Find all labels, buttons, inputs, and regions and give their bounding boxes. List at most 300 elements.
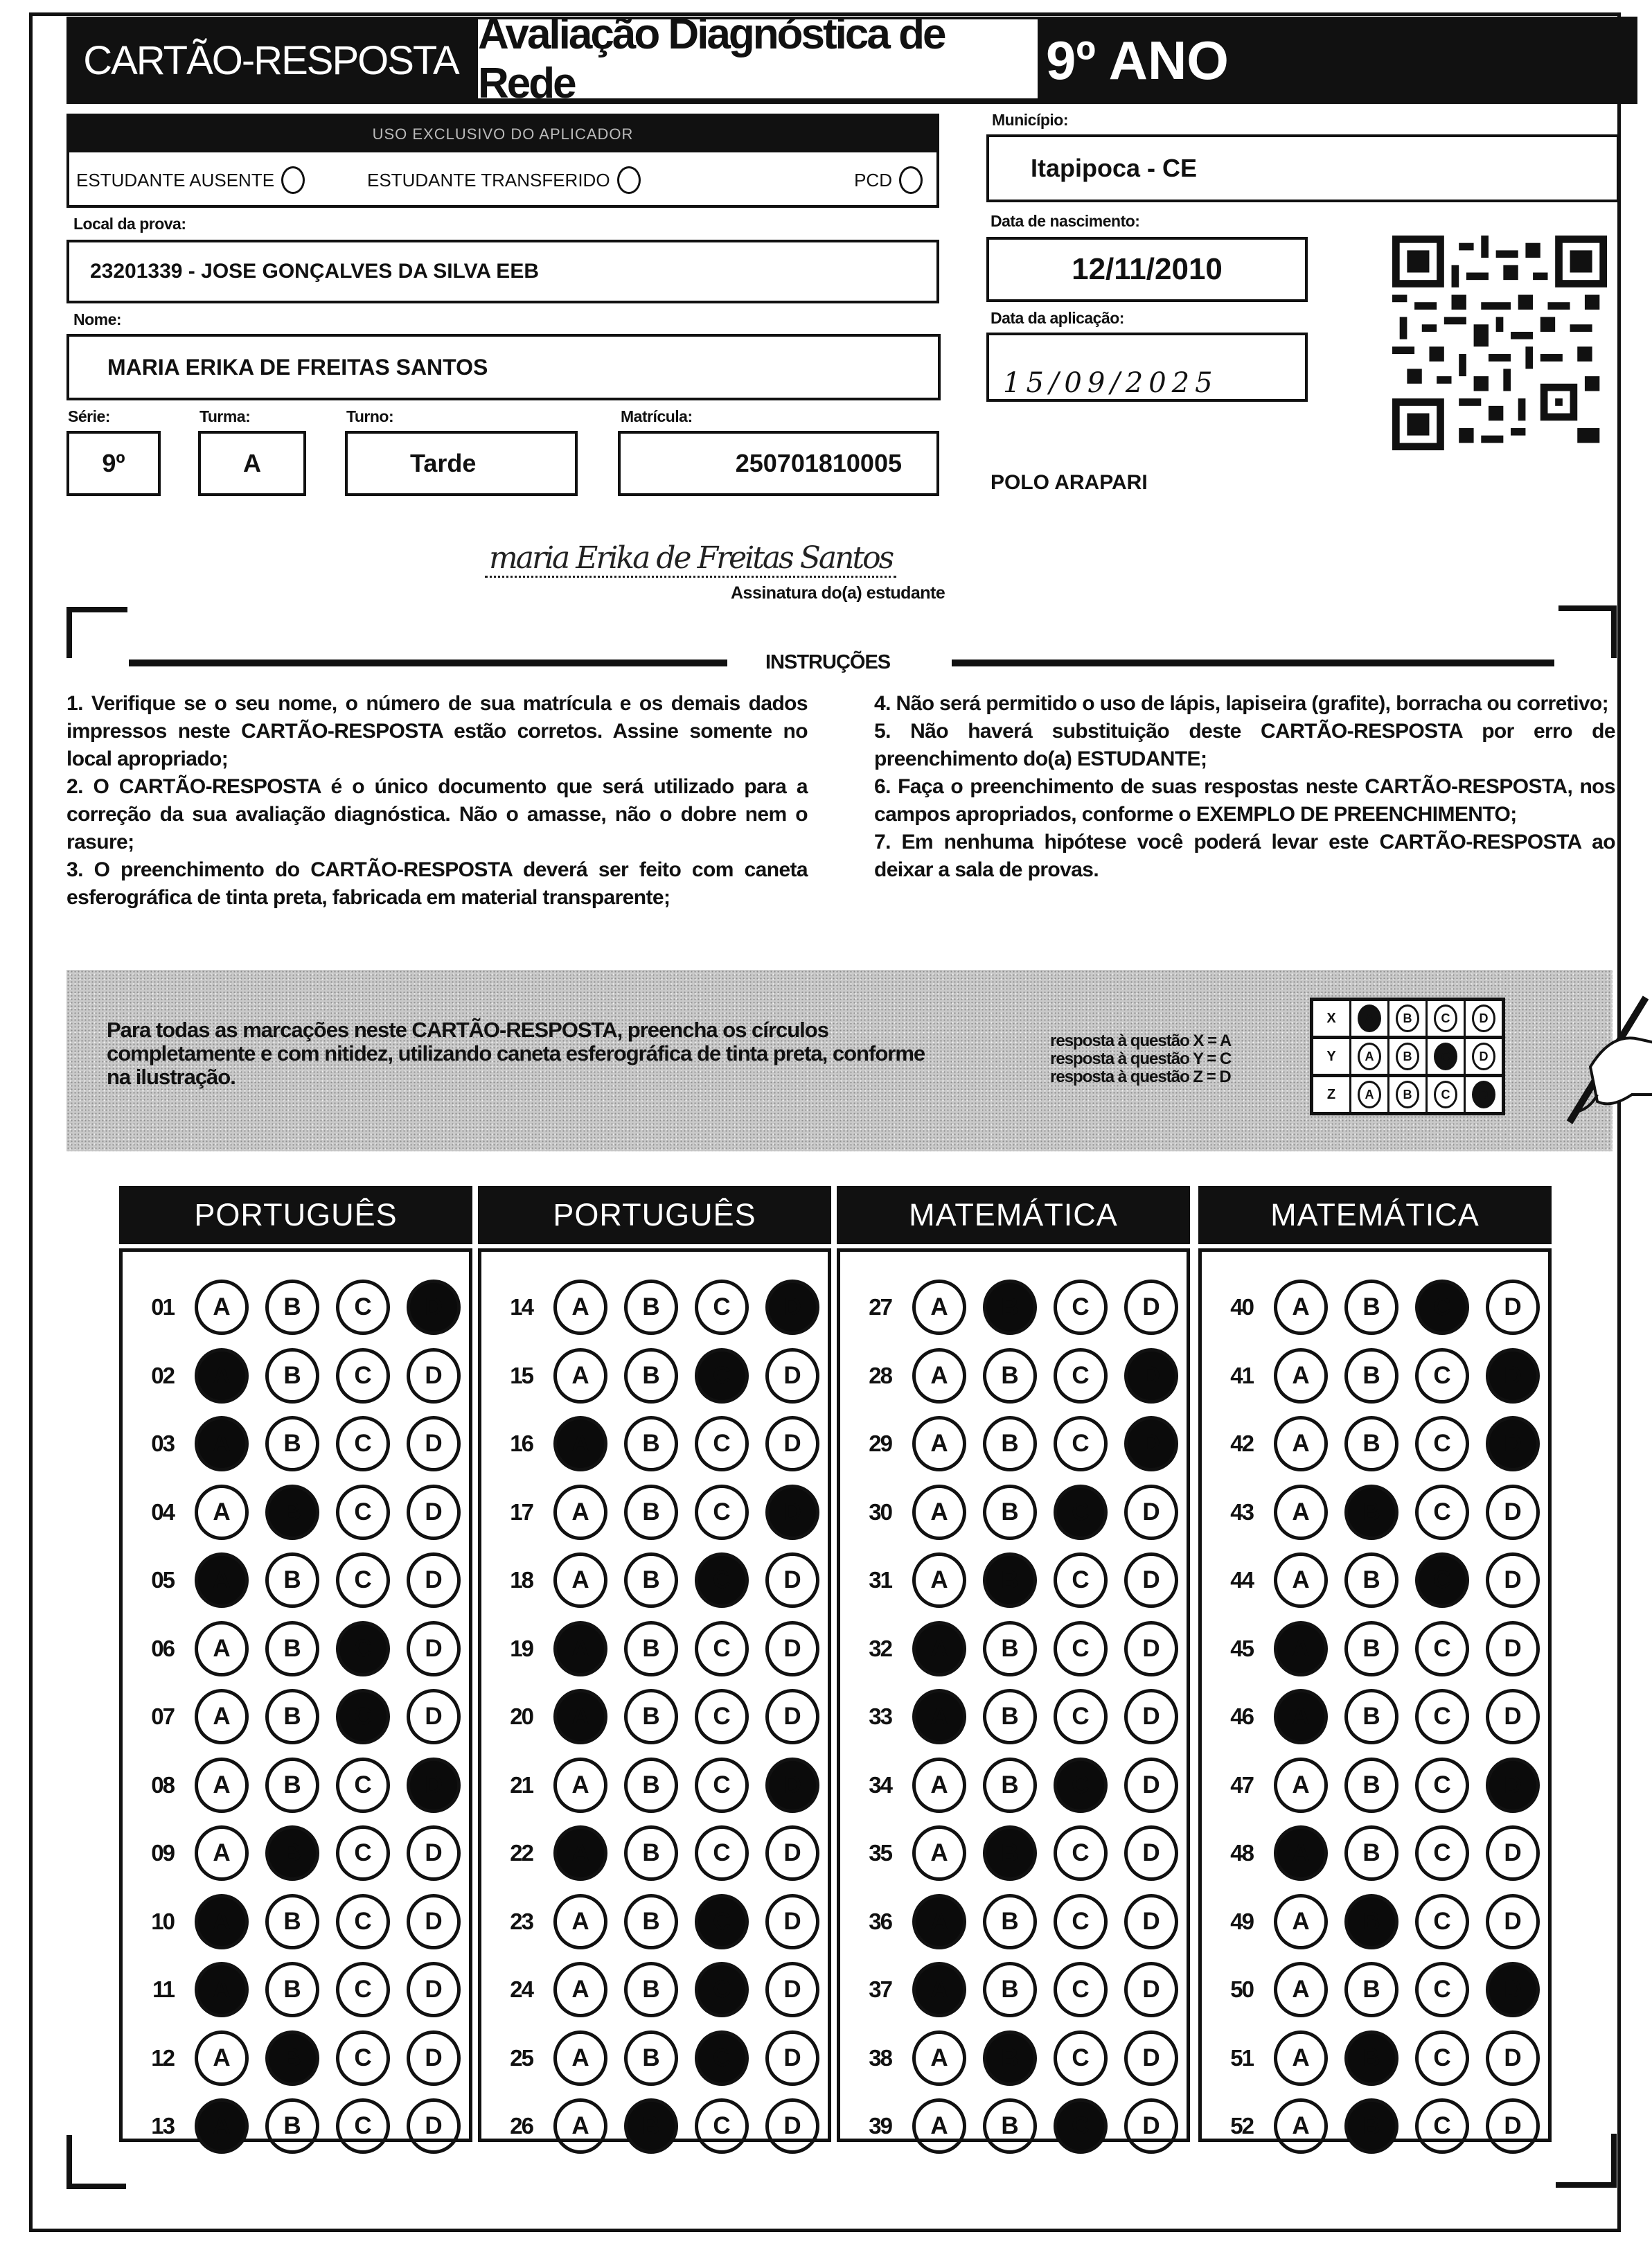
answer-bubble-c[interactable]: C: [336, 1621, 390, 1676]
question-number: 25: [510, 2044, 533, 2071]
answer-bubble-c[interactable]: C: [1054, 1348, 1108, 1404]
answer-bubble-b[interactable]: B: [1344, 1348, 1398, 1404]
question-row: [849, 1962, 1178, 2017]
answer-bubble-c[interactable]: C: [336, 1280, 390, 1335]
answer-bubble-a[interactable]: A: [1274, 1621, 1328, 1676]
question-row: [849, 1485, 1178, 1540]
answer-bubble-b[interactable]: B: [1344, 1689, 1398, 1744]
question-number: 40: [1230, 1294, 1253, 1320]
answer-bubble-b[interactable]: B: [624, 1416, 678, 1471]
answer-bubble-b[interactable]: B: [265, 1758, 319, 1813]
answer-bubble-b[interactable]: B: [265, 1416, 319, 1471]
answer-bubble-c[interactable]: C: [1415, 1621, 1469, 1676]
answer-bubble-c[interactable]: C: [1415, 1689, 1469, 1744]
answer-bubble-a[interactable]: A: [1274, 1962, 1328, 2017]
answer-bubble-b[interactable]: B: [983, 1552, 1037, 1608]
question-row: [131, 1552, 461, 1608]
answer-bubble-c[interactable]: C: [695, 1894, 749, 1949]
answer-bubble-c[interactable]: C: [336, 1962, 390, 2017]
answer-bubble-c[interactable]: C: [695, 2030, 749, 2086]
example-bubble: C: [1434, 1004, 1457, 1032]
answer-bubble-a[interactable]: A: [553, 1348, 607, 1404]
fill-example-banner: [66, 970, 1613, 1151]
answer-bubble-c[interactable]: C: [336, 1552, 390, 1608]
answer-bubble-d[interactable]: D: [1124, 2098, 1178, 2154]
answer-bubble-d[interactable]: D: [765, 1416, 819, 1471]
option-transferred[interactable]: [367, 166, 783, 194]
answer-bubble-b[interactable]: B: [1344, 1962, 1398, 2017]
answer-bubble-a[interactable]: A: [1274, 1758, 1328, 1813]
question-number: 44: [1230, 1567, 1253, 1593]
question-row: [849, 1758, 1178, 1813]
answer-bubble-c[interactable]: C: [1415, 1348, 1469, 1404]
answer-bubble-d[interactable]: D: [407, 1689, 461, 1744]
example-cell: [1349, 1077, 1387, 1112]
answer-bubble-c[interactable]: C: [1054, 1962, 1108, 2017]
question-row: [490, 1348, 819, 1404]
answer-bubble-a[interactable]: A: [1274, 1485, 1328, 1540]
answer-bubble-c[interactable]: C: [695, 1348, 749, 1404]
answer-bubble-a[interactable]: A: [912, 1552, 966, 1608]
answer-bubble-d[interactable]: D: [765, 1485, 819, 1540]
question-row: [131, 1689, 461, 1744]
answer-bubble-d[interactable]: D: [407, 1416, 461, 1471]
question-row: [490, 1689, 819, 1744]
answer-bubble-a[interactable]: A: [553, 1962, 607, 2017]
answer-bubble-d[interactable]: D: [1124, 1280, 1178, 1335]
answer-bubble-d[interactable]: D: [407, 1485, 461, 1540]
answer-bubble-d[interactable]: D: [1124, 1621, 1178, 1676]
answer-bubble-a[interactable]: A: [1274, 1348, 1328, 1404]
answer-bubble-c[interactable]: C: [336, 2098, 390, 2154]
answer-bubble-d[interactable]: D: [765, 2098, 819, 2154]
answer-bubble-a[interactable]: A: [553, 1552, 607, 1608]
answer-bubble-d[interactable]: D: [1486, 2030, 1540, 2086]
answer-bubble-b[interactable]: B: [983, 1280, 1037, 1335]
answer-bubble-d[interactable]: D: [1486, 1621, 1540, 1676]
answer-bubble-d[interactable]: D: [1486, 1962, 1540, 2017]
answer-bubble-c[interactable]: C: [336, 1689, 390, 1744]
answer-bubble-d[interactable]: D: [407, 1552, 461, 1608]
answer-bubble-b[interactable]: B: [983, 1348, 1037, 1404]
answer-bubble-b[interactable]: B: [624, 1758, 678, 1813]
answer-bubble-b[interactable]: B: [1344, 1894, 1398, 1949]
answer-bubble-a[interactable]: A: [553, 1280, 607, 1335]
answer-bubble-c[interactable]: C: [1054, 1758, 1108, 1813]
answer-bubble-d[interactable]: D: [765, 1621, 819, 1676]
question-number: 36: [869, 1908, 891, 1934]
answer-bubble-b[interactable]: B: [624, 1689, 678, 1744]
answer-bubble-b[interactable]: B: [983, 1894, 1037, 1949]
answer-bubble-a[interactable]: A: [195, 1621, 249, 1676]
answer-bubble-b[interactable]: B: [624, 1348, 678, 1404]
answer-bubble-a[interactable]: A: [195, 1962, 249, 2017]
answer-bubble-b[interactable]: B: [1344, 1485, 1398, 1540]
question-row: [849, 1825, 1178, 1881]
question-number: 14: [510, 1294, 533, 1320]
answer-bubble-a[interactable]: A: [912, 1485, 966, 1540]
question-row: [1210, 1416, 1540, 1471]
question-row: [490, 1825, 819, 1881]
answer-bubble-c[interactable]: C: [695, 1416, 749, 1471]
answer-bubble-d[interactable]: D: [1124, 1485, 1178, 1540]
answer-bubble-b[interactable]: B: [983, 1621, 1037, 1676]
question-row: [849, 2030, 1178, 2086]
answer-bubble-c[interactable]: C: [695, 1758, 749, 1813]
answer-bubble-b[interactable]: B: [1344, 1416, 1398, 1471]
answer-bubble-b[interactable]: B: [265, 1894, 319, 1949]
answer-bubble-a[interactable]: A: [912, 2098, 966, 2154]
answer-bubble-a[interactable]: A: [195, 1758, 249, 1813]
question-number: 08: [151, 1771, 174, 1798]
answer-bubble-a[interactable]: A: [195, 1825, 249, 1881]
example-cell: [1425, 1077, 1464, 1112]
answer-bubble-c[interactable]: C: [1054, 1689, 1108, 1744]
question-row: [1210, 2030, 1540, 2086]
answer-bubble-d[interactable]: D: [407, 1825, 461, 1881]
question-number: 02: [151, 1362, 174, 1388]
answer-bubble-d[interactable]: D: [1124, 1894, 1178, 1949]
answer-bubble-d[interactable]: D: [1124, 1348, 1178, 1404]
question-number: 21: [510, 1771, 533, 1798]
answer-bubble-c[interactable]: C: [1054, 1894, 1108, 1949]
answer-bubble-b[interactable]: B: [1344, 1621, 1398, 1676]
question-row: [849, 1552, 1178, 1608]
answer-bubble-a[interactable]: A: [195, 1416, 249, 1471]
section-answers: [119, 1248, 472, 2142]
answer-bubble-b[interactable]: B: [624, 1621, 678, 1676]
absent-radio[interactable]: [281, 166, 305, 194]
answer-bubble-b[interactable]: B: [265, 1689, 319, 1744]
answer-bubble-c[interactable]: C: [336, 1485, 390, 1540]
answer-bubble-d[interactable]: D: [1486, 1825, 1540, 1881]
answer-bubble-b[interactable]: B: [983, 2030, 1037, 2086]
answer-bubble-d[interactable]: D: [765, 1280, 819, 1335]
question-row: [1210, 1962, 1540, 2017]
answer-bubble-a[interactable]: A: [1274, 2098, 1328, 2154]
answer-bubble-a[interactable]: A: [195, 1894, 249, 1949]
legend-line: resposta à questão Z = D: [1050, 1068, 1231, 1086]
answer-bubble-d[interactable]: D: [407, 1758, 461, 1813]
answer-bubble-d[interactable]: D: [1124, 2030, 1178, 2086]
answer-bubble-c[interactable]: C: [1054, 2098, 1108, 2154]
example-bubble: B: [1396, 1081, 1419, 1108]
answer-bubble-a[interactable]: A: [195, 1689, 249, 1744]
question-row: [490, 1894, 819, 1949]
answer-bubble-b[interactable]: B: [265, 2030, 319, 2086]
answer-bubble-d[interactable]: D: [1124, 1416, 1178, 1471]
answer-bubble-c[interactable]: C: [336, 2030, 390, 2086]
answer-bubble-b[interactable]: B: [265, 2098, 319, 2154]
example-cell: [1464, 1001, 1502, 1036]
legend-line: resposta à questão X = A: [1050, 1032, 1232, 1050]
answer-bubble-d[interactable]: D: [407, 2030, 461, 2086]
answer-bubble-d[interactable]: D: [1486, 1485, 1540, 1540]
option-absent[interactable]: [76, 166, 367, 194]
answer-bubble-a[interactable]: A: [195, 1485, 249, 1540]
answer-bubble-a[interactable]: A: [1274, 1552, 1328, 1608]
question-number: 10: [151, 1908, 174, 1934]
qr-code: [1392, 236, 1607, 450]
answer-bubble-a[interactable]: A: [195, 2030, 249, 2086]
answer-bubble-b[interactable]: B: [983, 1416, 1037, 1471]
answer-bubble-a[interactable]: A: [553, 1894, 607, 1949]
answer-bubble-b[interactable]: B: [624, 1280, 678, 1335]
answer-bubble-b[interactable]: B: [265, 1621, 319, 1676]
question-number: 05: [151, 1567, 174, 1593]
answer-bubble-c[interactable]: C: [336, 1758, 390, 1813]
answer-bubble-d[interactable]: D: [1486, 1894, 1540, 1949]
option-pcd[interactable]: [854, 166, 923, 194]
corner-mark-bl: [66, 2135, 72, 2189]
polo-label: POLO ARAPARI: [991, 471, 1148, 494]
answer-bubble-d[interactable]: D: [407, 1894, 461, 1949]
instruction-item: 1. Verifique se o seu nome, o número de sua matrícula e os demais dados impressos neste CARTÃO-RESPOSTA estão corretos. Assine somente no local apropriado;: [66, 692, 808, 770]
answer-bubble-d[interactable]: D: [1486, 1348, 1540, 1404]
answer-bubble-c[interactable]: C: [1415, 1485, 1469, 1540]
answer-bubble-c[interactable]: C: [336, 1416, 390, 1471]
answer-bubble-a[interactable]: A: [553, 1758, 607, 1813]
answer-bubble-d[interactable]: D: [407, 1348, 461, 1404]
answer-bubble-c[interactable]: C: [1054, 1552, 1108, 1608]
answer-bubble-d[interactable]: D: [1124, 1962, 1178, 2017]
answer-bubble-c[interactable]: C: [1054, 1621, 1108, 1676]
question-number: 52: [1230, 2113, 1253, 2139]
answer-bubble-d[interactable]: D: [1486, 2098, 1540, 2154]
question-row: [490, 1485, 819, 1540]
answer-bubble-b[interactable]: B: [624, 1485, 678, 1540]
answer-bubble-c[interactable]: C: [1415, 1825, 1469, 1881]
answer-bubble-c[interactable]: C: [1054, 1825, 1108, 1881]
question-number: 06: [151, 1635, 174, 1661]
example-bubble: D: [1472, 1004, 1495, 1032]
answer-bubble-a[interactable]: A: [553, 2030, 607, 2086]
answer-bubble-c[interactable]: C: [336, 1825, 390, 1881]
answer-bubble-d[interactable]: D: [1124, 1758, 1178, 1813]
serie-field: 9º: [66, 431, 161, 496]
question-row: [849, 1280, 1178, 1335]
answer-bubble-c[interactable]: C: [695, 1552, 749, 1608]
question-number: 15: [510, 1362, 533, 1388]
answer-bubble-d[interactable]: D: [765, 1552, 819, 1608]
answer-bubble-d[interactable]: D: [1486, 1758, 1540, 1813]
transferred-radio[interactable]: [617, 166, 641, 194]
answer-bubble-c[interactable]: C: [1415, 2030, 1469, 2086]
corner-mark-br: [1556, 2182, 1617, 2188]
answer-bubble-d[interactable]: D: [765, 1689, 819, 1744]
answer-bubble-d[interactable]: D: [765, 1348, 819, 1404]
answer-bubble-d[interactable]: D: [765, 1894, 819, 1949]
answer-bubble-a[interactable]: A: [553, 1485, 607, 1540]
example-cell: [1349, 1039, 1387, 1074]
question-number: 49: [1230, 1908, 1253, 1934]
example-row: [1313, 1036, 1502, 1074]
answer-bubble-a[interactable]: A: [912, 1621, 966, 1676]
answer-bubble-d[interactable]: D: [407, 2098, 461, 2154]
answer-bubble-d[interactable]: D: [765, 1962, 819, 2017]
question-row: [131, 1825, 461, 1881]
answer-bubble-d[interactable]: D: [1124, 1825, 1178, 1881]
answer-bubble-a[interactable]: A: [1274, 1894, 1328, 1949]
section-header: PORTUGUÊS: [119, 1186, 472, 1244]
answer-bubble-b[interactable]: B: [624, 2098, 678, 2154]
example-bubble: B: [1396, 1043, 1419, 1070]
answer-bubble-a[interactable]: A: [195, 1280, 249, 1335]
answer-bubble-a[interactable]: A: [912, 1689, 966, 1744]
answer-bubble-b[interactable]: B: [265, 1485, 319, 1540]
answer-bubble-b[interactable]: B: [1344, 1280, 1398, 1335]
answer-bubble-b[interactable]: B: [1344, 1825, 1398, 1881]
answer-bubble-c[interactable]: C: [695, 1825, 749, 1881]
answer-bubble-b[interactable]: B: [265, 1348, 319, 1404]
answer-bubble-b[interactable]: B: [983, 1758, 1037, 1813]
answer-bubble-c[interactable]: C: [1415, 1416, 1469, 1471]
answer-bubble-d[interactable]: D: [407, 1962, 461, 2017]
answer-bubble-d[interactable]: D: [1486, 1280, 1540, 1335]
answer-bubble-b[interactable]: B: [265, 1962, 319, 2017]
answer-bubble-d[interactable]: D: [407, 1280, 461, 1335]
answer-bubble-a[interactable]: A: [553, 1416, 607, 1471]
answer-bubble-a[interactable]: A: [1274, 1416, 1328, 1471]
pcd-radio[interactable]: [899, 166, 923, 194]
answer-bubble-c[interactable]: C: [1054, 1416, 1108, 1471]
answer-bubble-c[interactable]: C: [695, 2098, 749, 2154]
answer-bubble-a[interactable]: A: [912, 1280, 966, 1335]
answer-bubble-a[interactable]: A: [912, 1348, 966, 1404]
answer-bubble-c[interactable]: C: [1054, 1485, 1108, 1540]
question-number: 17: [510, 1498, 533, 1525]
turma-field: A: [198, 431, 306, 496]
answer-bubble-a[interactable]: A: [553, 2098, 607, 2154]
answer-bubble-b[interactable]: B: [265, 1280, 319, 1335]
answer-bubble-a[interactable]: A: [1274, 1689, 1328, 1744]
question-number: 51: [1230, 2044, 1253, 2071]
answer-bubble-c[interactable]: C: [695, 1621, 749, 1676]
example-bubble: C: [1434, 1043, 1457, 1070]
answer-bubble-c[interactable]: C: [1415, 1280, 1469, 1335]
answer-bubble-b[interactable]: B: [624, 1894, 678, 1949]
nascimento-label: Data de nascimento:: [991, 212, 1140, 230]
answer-bubble-d[interactable]: D: [1486, 1689, 1540, 1744]
question-row: [490, 2030, 819, 2086]
answer-bubble-b[interactable]: B: [624, 2030, 678, 2086]
answer-bubble-c[interactable]: C: [695, 1689, 749, 1744]
question-row: [1210, 1621, 1540, 1676]
answer-bubble-b[interactable]: B: [983, 1485, 1037, 1540]
answer-bubble-a[interactable]: A: [912, 1758, 966, 1813]
answer-bubble-c[interactable]: C: [1415, 1552, 1469, 1608]
answer-bubble-d[interactable]: D: [1486, 1552, 1540, 1608]
aplicacao-field[interactable]: 15/09/2025: [986, 333, 1308, 402]
example-bubble: A: [1358, 1043, 1381, 1070]
answer-bubble-b[interactable]: B: [624, 1552, 678, 1608]
answer-bubble-c[interactable]: C: [695, 1962, 749, 2017]
question-number: 27: [869, 1294, 891, 1320]
answer-bubble-b[interactable]: B: [983, 2098, 1037, 2154]
answer-bubble-d[interactable]: D: [765, 1758, 819, 1813]
answer-bubble-b[interactable]: B: [624, 1825, 678, 1881]
instruction-item: 2. O CARTÃO-RESPOSTA é o único documento que será utilizado para a correção da sua avaliação diagnóstica. Não o amasse, não o dobre nem o rasure;: [66, 775, 808, 853]
answer-bubble-b[interactable]: B: [624, 1962, 678, 2017]
question-row: [490, 1621, 819, 1676]
answer-bubble-c[interactable]: C: [336, 1894, 390, 1949]
answer-bubble-a[interactable]: A: [912, 1825, 966, 1881]
question-row: [1210, 1758, 1540, 1813]
divider: [952, 660, 1554, 666]
answer-bubble-a[interactable]: A: [912, 1416, 966, 1471]
section-header: MATEMÁTICA: [1198, 1186, 1552, 1244]
answer-bubble-a[interactable]: A: [553, 1689, 607, 1744]
answer-bubble-b[interactable]: B: [1344, 2030, 1398, 2086]
answer-bubble-d[interactable]: D: [765, 1825, 819, 1881]
answer-bubble-a[interactable]: A: [553, 1621, 607, 1676]
question-row: [131, 1758, 461, 1813]
answer-bubble-b[interactable]: B: [1344, 1552, 1398, 1608]
answer-bubble-a[interactable]: A: [912, 1962, 966, 2017]
corner-mark-tl: [66, 607, 127, 612]
answer-bubble-c[interactable]: C: [1415, 1758, 1469, 1813]
answer-bubble-d[interactable]: D: [1124, 1552, 1178, 1608]
example-cell: [1387, 1039, 1425, 1074]
grade-label: 9º ANO: [1046, 29, 1229, 91]
answer-bubble-c[interactable]: C: [1415, 1962, 1469, 2017]
answer-bubble-d[interactable]: D: [765, 2030, 819, 2086]
question-row: [131, 1485, 461, 1540]
question-number: 01: [151, 1294, 174, 1320]
answer-bubble-d[interactable]: D: [1124, 1689, 1178, 1744]
answer-bubble-c[interactable]: C: [1415, 2098, 1469, 2154]
student-signature[interactable]: maria Erika de Freitas Santos: [485, 540, 896, 578]
answer-bubble-a[interactable]: A: [195, 1552, 249, 1608]
answer-bubble-a[interactable]: A: [1274, 1825, 1328, 1881]
example-legend: [1050, 1032, 1231, 1086]
answer-bubble-c[interactable]: C: [1415, 1894, 1469, 1949]
answer-bubble-b[interactable]: B: [1344, 1758, 1398, 1813]
answer-bubble-a[interactable]: A: [912, 1894, 966, 1949]
answer-bubble-b[interactable]: B: [265, 1825, 319, 1881]
answer-bubble-a[interactable]: A: [912, 2030, 966, 2086]
matricula-field: 250701810005: [618, 431, 939, 496]
answer-bubble-c[interactable]: C: [336, 1348, 390, 1404]
answer-bubble-c[interactable]: C: [1054, 2030, 1108, 2086]
turno-label: Turno:: [346, 407, 394, 425]
answer-bubble-a[interactable]: A: [195, 2098, 249, 2154]
answer-bubble-b[interactable]: B: [983, 1689, 1037, 1744]
question-row: [849, 1416, 1178, 1471]
answer-bubble-b[interactable]: B: [1344, 2098, 1398, 2154]
divider: [129, 660, 727, 666]
answer-bubble-d[interactable]: D: [407, 1621, 461, 1676]
answer-bubble-c[interactable]: C: [695, 1280, 749, 1335]
answer-bubble-a[interactable]: A: [1274, 2030, 1328, 2086]
answer-bubble-c[interactable]: C: [1054, 1280, 1108, 1335]
answer-bubble-b[interactable]: B: [265, 1552, 319, 1608]
answer-bubble-a[interactable]: A: [1274, 1280, 1328, 1335]
answer-bubble-a[interactable]: A: [195, 1348, 249, 1404]
answer-bubble-b[interactable]: B: [983, 1962, 1037, 2017]
question-number: 33: [869, 1703, 891, 1729]
answer-bubble-a[interactable]: A: [553, 1825, 607, 1881]
answer-bubble-d[interactable]: D: [1486, 1416, 1540, 1471]
corner-mark-bl: [66, 2184, 126, 2189]
answer-bubble-c[interactable]: C: [695, 1485, 749, 1540]
answer-bubble-b[interactable]: B: [983, 1825, 1037, 1881]
exam-title: Avaliação Diagnóstica de Rede: [478, 19, 1038, 98]
question-number: 09: [151, 1840, 174, 1866]
question-row: [849, 1621, 1178, 1676]
corner-mark-tl: [66, 607, 72, 658]
section-header: MATEMÁTICA: [837, 1186, 1190, 1244]
